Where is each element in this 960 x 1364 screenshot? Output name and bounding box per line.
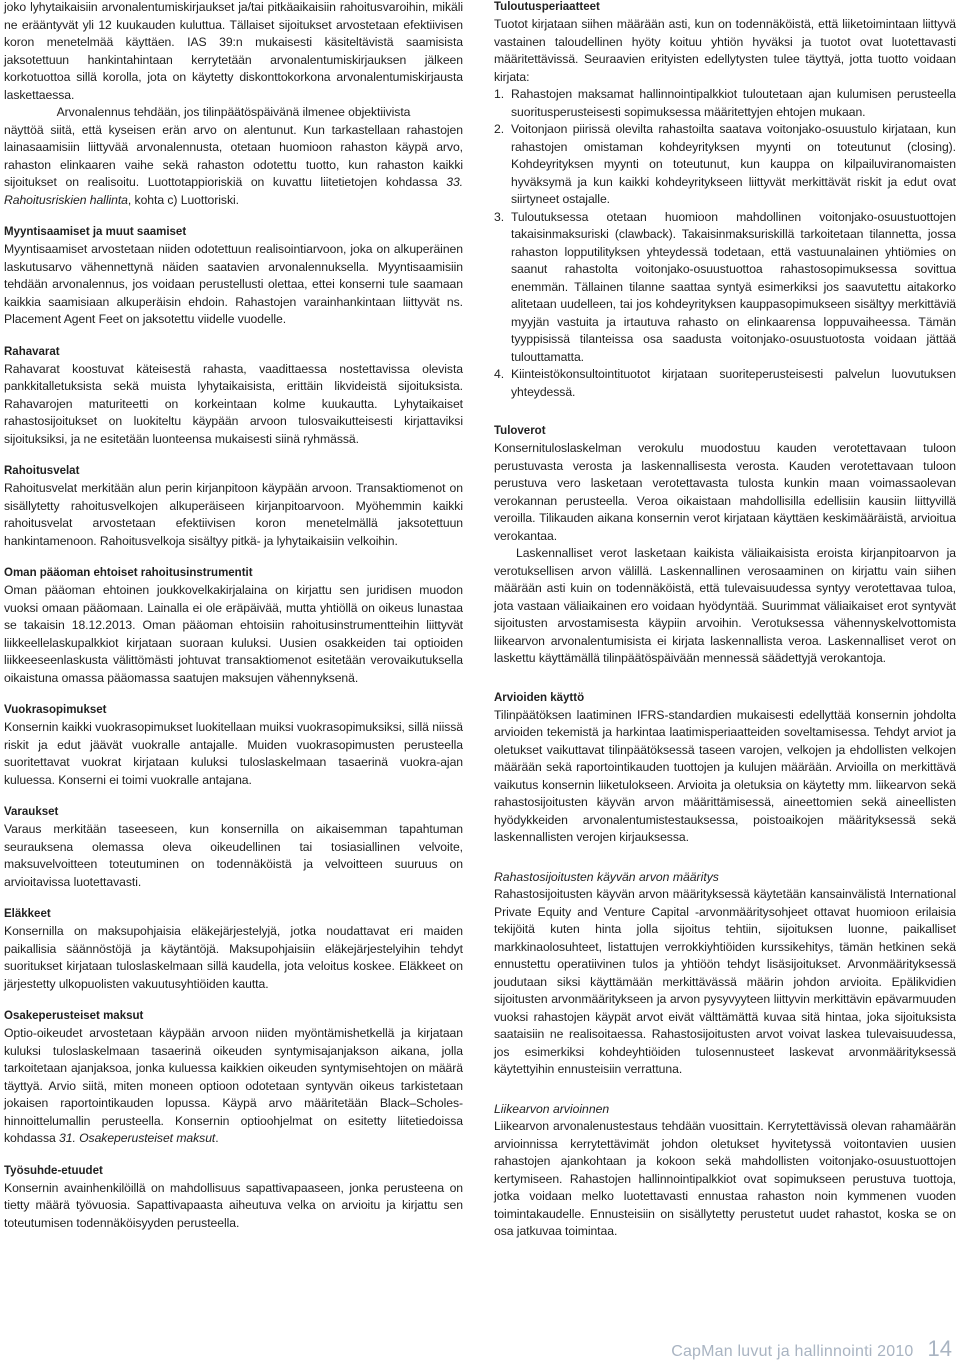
paragraph: Konsernin avainhenkilöillä on mahdollisuus sapattivapaaseen, jonka perusteena on tietty määrä työvuosia. Sapattivapaasta aiheutuva velka on arvioitu ja kirjattu sen toteutumisen todennäköisyyden perusteella.	[4, 1180, 463, 1230]
list-number: 1.	[494, 87, 505, 101]
section-heading: Arvioiden käyttö	[494, 691, 585, 704]
section-provisions	[4, 804, 463, 891]
section-fair-value	[494, 869, 956, 1079]
section-heading: Myyntisaamiset ja muut saamiset	[4, 226, 187, 238]
paragraph: Tuotot kirjataan siihen määrään asti, kun on todennäköistä, että liiketoimintaan liittyvä vastainen taloudellinen hyöty koituu yhtiön hyväksi ja tuotot ovat luotettavasti määritettävissä. Seuraavien erityisten edellytysten tulee täyttyä, jotta tuotto voidaan kirjata:	[494, 17, 956, 84]
paragraph: Arvonalennus tehdään, jos tilinpäätöspäivänä ilmenee objektiivista	[56, 105, 411, 119]
paragraph: Optio-oikeudet arvostetaan käypään arvoon niiden myöntämishetkellä ja kirjataan kuluksi tuloslaskelmaan tasaerinä oikeuden syntymisajanjakson aikana, jolla tarkoitetaan ajanjaksoa, jonka kuluessa kaikkien oikeuden syntymisehtojen on määrä täyttyä. Arvio siitä, miten moneen optioon odotetaan syntyvän oikeus tarkistetaan jokaisen raportointikauden lopussa. Käypä arvo määritetään Black–Scholes-hinnoittelumallin perusteella. Konsernin optioohjelmat on esitetty liitetiedoissa kohdassa 31. Osakeperusteiset maksut.	[4, 1026, 463, 1145]
paragraph: Rahoitusvelat merkitään alun perin kirjanpitoon käypään arvoon. Transaktiomenot on sisällytetty rahoitusvelkojen alkuperäiseen kirjanpitoarvoon. Myöhemmin kaikki rahoitusvelat arvostetaan efektiivisen koron menetelmällä jaksotettuun hankintamenoon. Rahoitusvelkoja sisältyy pitkä- ja lyhytaikaisiin velkoihin.	[4, 481, 463, 548]
list-number: 4.	[494, 367, 505, 381]
section-leases	[4, 702, 463, 789]
paragraph: Myyntisaamiset arvostetaan niiden odotettuun realisointiarvoon, joka on alkuperäinen laskutusarvo vähennettynä näiden saatavien arvonalennuksella. Myyntisaamisiin tehdään arvonalennus, jos voidaan perustellusti olettaa, ettei konserni tule saamaan kaikkia saamisiaan alkuperäisin ehdoin. Rahastojen varainhankintaan liittyvät ns. Placement Agent Feet on jaksotettu viidelle vuodelle.	[4, 242, 463, 326]
section-share-based-payments	[4, 1008, 463, 1148]
section-heading: Eläkkeet	[4, 908, 51, 920]
paragraph: Konsernin kaikki vuokrasopimukset luokitellaan muiksi vuokrasopimuksiksi, sillä niissä riskit ja edut jäävät vuokralle antajalle. Muiden vuokrasopimusten perusteella suoritettavat vuokrat kirjataan kuluksi tuloslaskelmaan tasaerinä vuokra-ajan kuluessa. Konserni ei toimi vuokralle antajana.	[4, 720, 463, 787]
numbered-list	[494, 86, 956, 401]
section-heading: Varaukset	[4, 806, 59, 818]
list-item: 1. Rahastojen maksamat hallinnointipalkkiot tuloutetaan ajan kulumisen perusteella suoritusperusteisesti sopimuksessa määritettyjen ehtojen mukaan.	[494, 87, 956, 119]
list-item: 2. Voitonjaon piirissä olevilta rahastoilta saatava voitonjako-osuustulo kirjataan, kun rahastojen omistaman kohdeyrityksen myynti on toteutunut (closing). Kohdeyrityksen myynti on toteutunut, kun kauppa on kilpailuviranomaisten hyväksymä ja kun kaikki kohdeyritykseen liittyvät merkittävät riskit ja edut ovat siirtyneet ostajalle.	[494, 122, 956, 206]
section-revenue-recognition	[494, 0, 956, 401]
section-heading: Rahavarat	[4, 345, 60, 358]
section-heading: Vuokrasopimukset	[4, 704, 107, 716]
section-goodwill	[494, 1101, 956, 1241]
paragraph: Konsernituloslaskelman verokulu muodostuu kauden verotettavaan tuloon perustuvasta verosta ja laskennallisesta verosta. Kauden verotettavaan tuloon perustuva vero lasketaan verotettavasta tulosta kunkin maan voimassaolevan verokannan perusteella. Veroa oikaistaan mahdollisilla edellisiin kausiin liittyvillä veroilla. Tilikauden aikana konsernin verot kirjataan käyttäen keskimääräistä, arvioitua verokantaa.	[494, 441, 956, 543]
paragraph: Varaus merkitään taseeseen, kun konsernilla on aikaisemman tapahtuman seurauksena olemassa oleva oikeudellinen tai tosiasiallinen velvoite, maksuvelvoitteen toteutuminen on todennäköistä ja velvoitteen suuruus on arvioitavissa luotettavasti.	[4, 822, 463, 889]
page-number: 14	[927, 1336, 952, 1361]
footer-title: CapMan luvut ja hallinnointi 2010	[671, 1343, 914, 1360]
list-item: 3. Tuloutuksessa otetaan huomioon mahdollinen voitonjako-osuustuottojen takaisinmaksuriski (clawback). Takaisinmaksuriskillä tarkoitetaan tilannetta, jossa rahaston lopputilityksen yhteydessä todetaan, että vastuunalainen yhtiömies on saanut rahastolta voitonjako-osuustuottoa rahastosopimuksessa sovittua enemmän. Tällainen tilanne saattaa syntyä esimerkiksi jos saavutettu aitakorko alitetaan uudelleen, tai jos kohdeyrityksen kauppasopimukseen sisältyy merkittäviä myyjän vastuita ja irtautuva rahasto on elinkaarensa loppuvaiheessa. Tämän tyyppisissä tilanteissa osa saadusta voitonjako-osuustuotosta voidaan jättää tulouttamatta.	[494, 209, 956, 364]
right-column	[494, 0, 956, 1256]
reference-link: 31. Osakeperusteiset maksut	[59, 1131, 216, 1145]
paragraph: näyttöä siitä, että kyseisen erän arvo on alentunut. Kun tarkastellaan rahastojen lainasaamisiin liittyvää arvonalennusta, otetaan huomioon rahaston käypä arvo, rahaston elinkaaren vaihe sekä rahaston odotettu tuotto, kun rahaston kaikki sijoitukset on realisoitu. Luottotappioriskiä on kuvattu liitetietojen kohdassa 33. Rahoitusriskien hallinta, kohta c) Luottoriski.	[4, 122, 463, 207]
list-item: 4. Kiinteistökonsultointituotot kirjataan suoriteperusteisesti palvelun luovutuksen yhteydessä.	[494, 367, 956, 399]
paragraph: Oman pääoman ehtoinen joukkovelkakirjalaina on kirjattu sen juridisen muodon vuoksi omaan pääomaan. Lainalla ei ole eräpäivää, mutta yhtiöllä on oikeus lunastaa se takaisin 18.12.2013. Oman pääoman ehtoisiin rahoitusinstrumentteihin liittyvät liikkeellelaskupalkkiot kirjataan suoraan kuluksi. Uusien osakkeiden tai optioiden liikkeeseenlaskusta välittömästi johtuvat transaktiomenot esitetään verovaikutuksella oikaistuna omassa pääomassa saatujen maksujen vähennyksenä.	[4, 583, 463, 685]
section-estimates	[494, 690, 956, 847]
section-employee-benefits	[4, 1163, 463, 1233]
left-column	[4, 0, 463, 1247]
section-heading: Rahoitusvelat	[4, 465, 80, 477]
section-heading: Oman pääoman ehtoiset rahoitusinstrumentit	[4, 567, 253, 579]
section-equity-instruments	[4, 565, 463, 687]
paragraph: Rahavarat koostuvat käteisestä rahasta, vaadittaessa nostettavissa olevista pankkitalletuksista sekä muista lyhytaikaisista, erittäin likvideistä sijoituksista. Rahavarojen maturiteetti on korkeintaan kolme kuukautta. Lyhytaikaiset rahastosijoitukset on luokiteltu käypään arvoon tulosvaikutteisesti kirjattaviksi sijoituksiksi, ja ne esitetään luonteensa mukaisesti siinä ryhmässä.	[4, 361, 463, 446]
paragraph: Laskennalliset verot lasketaan kaikista väliaikaisista eroista kirjanpitoarvon ja verotuksellisen arvon välillä. Laskennallinen verosaaminen on kirjattu vain siihen määrään asti kuin on todennäköistä, että tulevaisuudessa syntyy verotettavaa tuloa, jota vastaan väliaikainen ero voidaan hyödyntää. Suurimmat väliaikaiset erot syntyvät sijoitusten arvostamisesta käypiin arvoihin. Verotuksessa vähennyskelvottomista liikearvon arvonalentumisista ei kirjata laskennallista veroa. Laskennalliset verot on laskettu käyttämällä tilinpäätöspäivään mennessä säädettyjä verokantoja.	[494, 546, 956, 665]
reference-number: 33.	[446, 175, 463, 189]
section-heading: Tuloutusperiaatteet	[494, 1, 600, 13]
page-footer	[671, 1336, 952, 1362]
list-number: 3.	[494, 209, 505, 224]
paragraph: Rahastosijoitusten käyvän arvon määrityksessä käytetään kansainvälistä International Private Equity and Venture Capital -arvonmääritysohjeet ottavat huomioon erilaisia tekijöitä kuten hinta jolla sijoitus tehtiin, sijoituksen luonne, paikalliset markkinaolosuhteet, listattujen verrokkiyhtiöiden kurssikehitys, tämän hetkinen sekä ennustettu operatiivinen tulos ja yhtiöön tehdyt lisäsijoitukset. Arvonmäärityksessä joudutaan siksi käyttämään merkittävässä määrin johdon arvioita. Epälikvidien sijoitusten arvonmääritykseen ja arvon pysyvyyteen liittyvin merkittävin epävarmuuden vuoksi rahastojen käypät arvot eivät välttämättä kuvaa sitä hintaa, joka sijoituksista saataisiin ne realisoitaessa. Rahastosijoitusten arvot voivat laskea tulevaisuudessa, jos esimerkiksi kohdeyhtiöiden tulosennusteet laskevat arvonmäärityksessä käytettyihin ennusteisiin verrattuna.	[494, 887, 956, 1076]
section-subheading: Liikearvon arvioinnen	[494, 1101, 610, 1116]
paragraph: Konsernilla on maksupohjaisia eläkejärjestelyjä, jotka noudattavat eri maiden paikallisia säännöstöjä ja käytäntöjä. Maksupohjaisiin eläkejärjestelyihin tehdyt suoritukset kirjataan tuloslaskelmaan sillä kaudella, jota veloitus koskee. Eläkkeet on järjestetty ulkopuolisten vakuutusyhtiöiden kautta.	[4, 924, 463, 991]
section-heading: Työsuhde-etuudet	[4, 1164, 103, 1177]
section-receivables	[4, 224, 463, 329]
section-cash	[4, 344, 463, 449]
section-heading: Osakeperusteiset maksut	[4, 1010, 144, 1022]
paragraph: Liikearvon arvonalenustestaus tehdään vuosittain. Kerrytettävissä olevan rahamäärän arvioinnissa kerrytettävimät johdon oletukset hyvitetyssä voitontavien uusien rahastojen ajankohtaan ja kokoon sekä mahdollisten voitonjako-osuustuottojen kertymiseen. Rahastojen hallinnointipalkkiot ovat sopimukseen perustuva tuottoja, jotka voidaan melko luotettavasti ennustaa rahaston noin kymmenen vuoden toimintakaudelle. Ennusteisiin on sisällytetty perustetut uudet rahastot, koska se on osa jatkuvaa toimintaa.	[494, 1119, 956, 1238]
section-heading: Tuloverot	[494, 425, 546, 437]
section-subheading: Rahastosijoitusten käyvän arvon määritys	[494, 869, 719, 884]
list-number: 2.	[494, 122, 505, 136]
section-income-taxes	[494, 423, 956, 668]
section-liabilities	[4, 463, 463, 550]
intro-section	[4, 0, 463, 209]
paragraph: Tilinpäätöksen laatiminen IFRS-standardien mukaisesti edellyttää konsernin johdolta arvioiden tekemistä ja harkintaa laatimisperiaatteiden soveltamisessa. Tehdyt arviot ja oletukset vaikuttavat tilinpäätöksessä taseen varojen, velkojen ja ehdollisten velkojen määrään sekä raportointikauden tuottojen ja kulujen määrään. Arvioilla on merkittävä vaikutus konsernin liiketulokseen. Arvioita ja oletuksia on käytetty mm. liikearvon sekä rahastosijoitusten käyvän arvon määrittämisessä, aineettomien sekä aineellisten hyödykkeiden arvonalentumistestauksessa, poistoaikojen määrityksessä sekä laskennallisten verojen kirjauksessa.	[494, 707, 956, 844]
paragraph: joko lyhytaikaisiin arvonalentumiskirjaukset ja/tai pitkäaikaisiin rahoitusvaroihin, mikäli ne erääntyvät yli 12 kuukauden kuluttua. Tällaiset sijoitukset arvostetaan efektiivisen koron menetelmää käyttäen. IAS 39:n mukaisesti käsiteltävistä saamisista jaksotettuun hankintahintaan kerrytetään arvonalentumiskirjauksen jälkeen korkotuottoa sillä korolla, jota on käytetty diskonttokorkona arvonalentumiskirjausta laskettaessa.	[4, 0, 463, 102]
reference-link: Rahoitusriskien hallinta	[4, 192, 128, 207]
section-pensions	[4, 906, 463, 993]
